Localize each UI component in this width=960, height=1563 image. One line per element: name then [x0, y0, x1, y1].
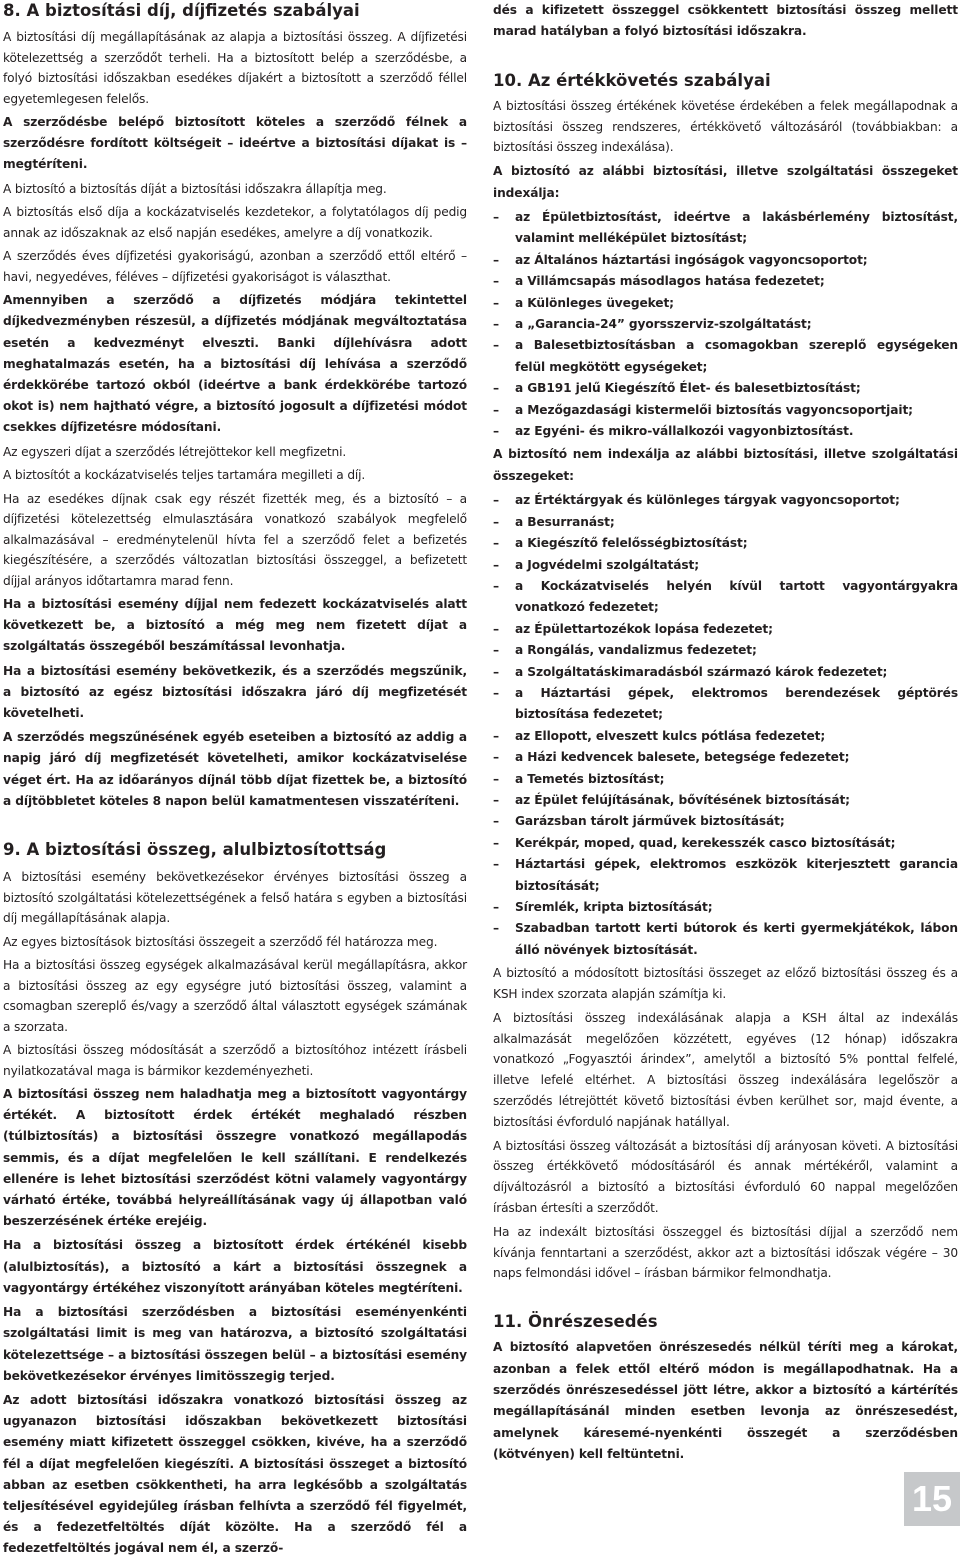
list-item: – az Értéktárgyak és különleges tárgyak vagyoncsoportot; [493, 490, 958, 511]
paragraph: A biztosító alapvetően önrészesedés nélkül téríti meg a károkat, azonban a felek ettől eltérő módon is megállapodhatnak. Ha a szerződés önrészesedéssel jött létre, akkor a biztosító a kártérítés megállapításánál minden esetben levonja az önrészesedést, amelynek káresemé-nyenkénti összegét a szerződésben (kötvényen) kell feltüntetni. [493, 1340, 958, 1462]
paragraph: Ha a biztosítási összeg a biztosított érdek értékénél kisebb (alulbiztosítás), a biztosító a kárt a biztosítási összegnek a vagyontárgy értékéhez viszonyított arányában köteles megtéríteni. [3, 1238, 467, 1295]
section-11-heading: 11. Önrészesedés [493, 1312, 658, 1332]
paragraph: A biztosítási összeg értékének követése érdekében a felek megállapodnak a biztosítási összeg rendszeres, értékkövető változásáról (továbbiakban: a biztosítási összeg indexálása). [493, 98, 958, 155]
paragraph: A biztosító a módosított biztosítási összeget az előző biztosítási összeg és a KSH index szorzata alapján számítja ki. [493, 966, 958, 1002]
indexed-list [493, 207, 958, 442]
list-item: – a Mezőgazdasági kistermelői biztosítás vagyoncsoportjait; [493, 400, 958, 421]
paragraph: Ha az indexált biztosítási összeggel és biztosítási díjjal a szerződő nem kívánja fenntartani a szerződést, akkor azt a biztosítási időszak végére – 30 naps felmondási idővel – írásban bármikor felmondhatja. [493, 1224, 958, 1281]
paragraph: A biztosító a biztosítás díját a biztosítási időszakra állapítja meg. [3, 181, 387, 196]
paragraph: Ha a biztosítási esemény díjjal nem fedezett kockázatviselés alatt következett be, a biztosító a még meg nem fizetett díjat a szolgáltatás összegéből beszámítással levonhatja. [3, 597, 467, 654]
section-10-heading: 10. Az értékkövetés szabályai [493, 70, 771, 90]
left-column [3, 0, 467, 1563]
paragraph: Az adott biztosítási időszakra vonatkozó biztosítási összeg az ugyanazon biztosítási időszakban bekövetkezett biztosítási esemény miatt kifizetett összeggel csökken, kivéve, ha a szerződő fél a díjat megfelelően kiegészíti. A biztosítási összeget a biztosító abban az esetben csökkentheti, ha arra legkésőbb a szolgáltatás teljesítésével egyidejűleg írásban felhívta a szerződő fél figyelmét, és a fedezetfeltöltés díját közölte. Ha a szerződő fél a fedezetfeltöltés jogával nem él, a szerző- [3, 1392, 467, 1556]
list-item: – a Besurranást; [493, 512, 958, 533]
list-item: – az Épülettartozékok lopása fedezetet; [493, 619, 958, 640]
paragraph: Ha a biztosítási összeg egységek alkalmazásával kerül megállapításra, akkor a biztosítási összeg az egy egységre jutó biztosítási összeg, valamint a csomagban szereplő és/vagy a szerződő által választott egységek számának a szorzata. [3, 958, 467, 1034]
paragraph: Ha a biztosítási esemény bekövetkezik, és a szerződés megszűnik, a biztosító az egész biztosítási időszakra járó díj megfizetését követelheti. [3, 663, 467, 721]
non-indexed-list [493, 490, 958, 961]
paragraph: A biztosítási összeg indexálásának alapja a KSH által az indexálás alkalmazását megelőzően közzétett, egyéves (12 hónap) időszakra vonatkozó „Fogyasztói árindex”, amelytől a biztosító 5% ponttal felfelé, illetve lefelé eltérhet. A biztosítási összeg indexálására legelőször a szerződés létrejöttét követő biztosítási évben kerülhet sor, majd évente, a biztosítási évforduló napjának hatállyal. [493, 1010, 958, 1129]
list-item: – a GB191 jelű Kiegészítő Élet- és balesetbiztosítást; [493, 378, 958, 399]
list-item: – a Kiegészítő felelősségbiztosítást; [493, 533, 958, 554]
list-item: – az Épület felújításának, bővítésének biztosítását; [493, 790, 958, 811]
list-item: – a Kockázatviselés helyén kívül tartott vagyontárgyakra vonatkozó fedezetet; [493, 576, 958, 619]
paragraph: A biztosító az alábbi biztosítási, illetve szolgáltatási összegeket indexálja: [493, 164, 958, 200]
list-item: – Síremlék, kripta biztosítását; [493, 897, 958, 918]
paragraph: A biztosítási összeg változását a biztosítási díj arányosan követi. A biztosítási összeg értékkövető módosításáról és annak mértékéről, valamint a díjváltozásról a biztosító a biztosítási évforduló 60 nappal megelőzően írásban értesíti a szerződőt. [493, 1138, 958, 1215]
paragraph: A szerződésbe belépő biztosított köteles a szerződő félnek a szerződésre fordított költségeit – ideértve a biztosítási díjakat is – megtéríteni. [3, 115, 467, 172]
paragraph: Ha a biztosítási szerződésben a biztosítási eseményenkénti szolgáltatási limit is meg van határozva, a biztosító szolgáltatási kötelezettsége – a biztosítási összegen belül – a biztosítási esemény bekövetkezésekor érvényes limitösszegig terjed. [3, 1305, 467, 1383]
paragraph: A szerződés megszűnésének egyéb eseteiben a biztosító az addig a napig járó díj megfizetését követelheti, amikor kockázatviselése véget ért. Ha az időarányos díjnál több díjat fizettek be, a biztosító a díjtöbbletet köteles 8 napon belül kamatmentesen visszatéríteni. [3, 730, 467, 808]
paragraph: A biztosítási esemény bekövetkezésekor érvényes biztosítási összeg a biztosító szolgáltatási kötelezettségének a felső határa s egyben a biztosítási díj megállapításának alapja. [3, 870, 467, 926]
list-item: – Kerékpár, moped, quad, kerekesszék casco biztosítását; [493, 833, 958, 854]
paragraph: A biztosítás első díja a kockázatviselés kezdetekor, a folytatólagos díj pedig annak az időszaknak az első napján esedékes, amelyre a díj vonatkozik. [3, 205, 467, 240]
list-item: – a Rongálás, vandalizmus fedezetet; [493, 640, 958, 661]
paragraph: Ha az esedékes díjnak csak egy részét fizették meg, és a biztosító – a díjfizetési kötelezettség elmulasztására vonatkozó szabályok megfelelő alkalmazásával – eredménytelenül hívta fel a szerződő felet a befizetés kiegészítésére, a szerződés változatlan biztosítási összeggel, a befizetett díjjal arányos időtartamra marad fenn. [3, 491, 467, 588]
paragraph: Amennyiben a szerződő a díjfizetés módjára tekintettel díjkedvezményben részesül, a díjfizetés módjának megváltoztatása esetén a kedvezményt elveszti. Banki díjlehívásra adott meghatalmazás esetén, ha a biztosítási díj lehívása a szerződő érdekkörébe tartozó okból (ideértve a bank érdekkörébe tartozó okot is) nem hajtható végre, a biztosító jogosult a díjfizetési módot csekkes díjfizetésre módosítani. [3, 293, 467, 435]
page-number: 15 [904, 1472, 960, 1526]
list-item: – a Szolgáltatáskimaradásból származó károk fedezetet; [493, 662, 958, 683]
section-8-heading: 8. A biztosítási díj, díjfizetés szabályai [3, 1, 360, 20]
paragraph: dés a kifizetett összeggel csökkentett biztosítási összeg mellett marad hatályban a folyó biztosítási időszakra. [493, 3, 958, 39]
list-item: – a Házi kedvencek balesete, betegsége fedezetet; [493, 747, 958, 768]
list-item: – Garázsban tárolt járművek biztosítását; [493, 811, 958, 832]
section-9-heading: 9. A biztosítási összeg, alulbiztosítottság [3, 840, 387, 860]
paragraph: Az egyszeri díjat a szerződés létrejöttekor kell megfizetni. [3, 444, 347, 459]
paragraph: A biztosítási díj megállapításának az alapja a biztosítási összeg. A díjfizetési kötelezettség a szerződőt terheli. Ha a biztosított belép a szerződésbe, a folyó biztosítási időszakban esedékes díjakért a biztosított a szerződő féllel egyetemlegesen felelős. [3, 30, 467, 106]
list-item: – az Egyéni- és mikro-vállalkozói vagyonbiztosítást. [493, 421, 958, 442]
paragraph: A biztosítót a kockázatviselés teljes tartamára megilleti a díj. [3, 468, 366, 483]
list-item: – a Temetés biztosítást; [493, 769, 958, 790]
list-item: – a Háztartási gépek, elektromos berendezések géptörés biztosítása fedezetet; [493, 683, 958, 726]
list-item: – az Épületbiztosítást, ideértve a lakásbérlemény biztosítást, valamint melléképület biztosítást; [493, 207, 958, 250]
list-item: – a Jogvédelmi szolgáltatást; [493, 555, 958, 576]
paragraph: A biztosítási összeg módosítását a szerződő a biztosítóhoz intézett írásbeli nyilatkozatával maga is bármikor kezdeményezheti. [3, 1043, 467, 1078]
list-item: – Szabadban tartott kerti bútorok és kerti gyermekjátékok, lábon álló növények biztosítását. [493, 918, 958, 961]
right-column [493, 0, 958, 1469]
list-item: – a Balesetbiztosításban a csomagokban szereplő egységeken felül megkötött egységeket; [493, 335, 958, 378]
list-item: – a Villámcsapás másodlagos hatása fedezetet; [493, 271, 958, 292]
paragraph: Az egyes biztosítások biztosítási összegeit a szerződő fél határozza meg. [3, 934, 438, 949]
paragraph: A biztosító nem indexálja az alábbi biztosítási, illetve szolgáltatási összegeket: [493, 447, 958, 483]
list-item: – az Általános háztartási ingóságok vagyoncsoportot; [493, 250, 958, 271]
list-item: – Háztartási gépek, elektromos eszközök kiterjesztett garancia biztosítását; [493, 854, 958, 897]
list-item: – a „Garancia-24” gyorsszerviz-szolgáltatást; [493, 314, 958, 335]
paragraph: A biztosítási összeg nem haladhatja meg a biztosított vagyontárgy értékét. A biztosított érdek értékét meghaladó részben (túlbiztosítás) a biztosítási összegre vonatkozó megállapodás semmis, és a díjat megfelelően le kell szállítani. E rendelkezés ellenére is lehet biztosítási szerződést kötni valamely vagyontárgy várható értéke, továbbá helyreállításának vagy új állapotban való beszerzésének értéke erejéig. [3, 1087, 467, 1229]
list-item: – az Ellopott, elveszett kulcs pótlása fedezetet; [493, 726, 958, 747]
paragraph: A szerződés éves díjfizetési gyakoriságú, azonban a szerződő ettől eltérő – havi, negyedéves, féléves – díjfizetési gyakoriságot is választhat. [3, 249, 467, 284]
list-item: – a Különleges üvegeket; [493, 293, 958, 314]
